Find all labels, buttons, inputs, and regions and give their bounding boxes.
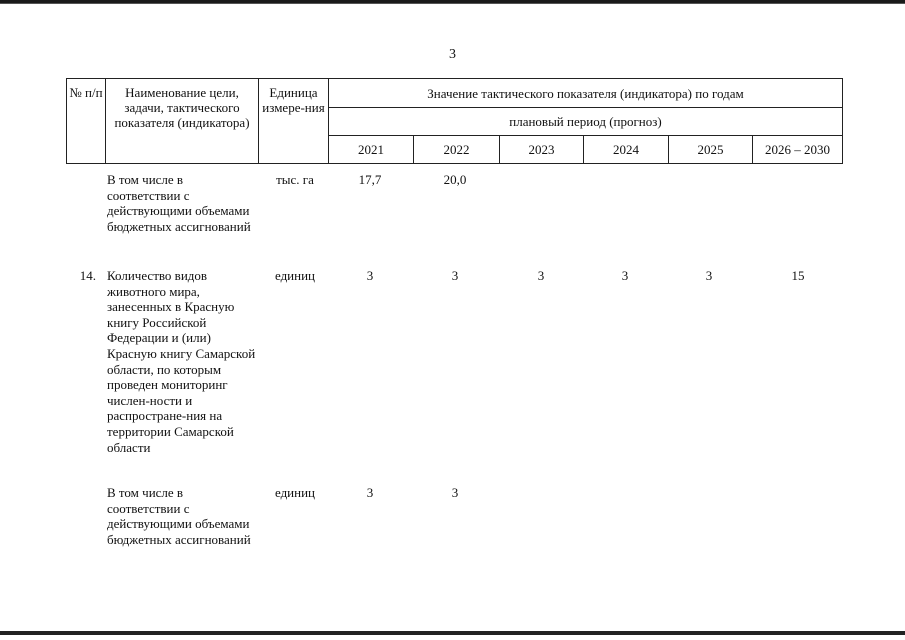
header-col-name: Наименование цели, задачи, тактического показателя (индикатора) (106, 79, 259, 164)
header-year: 2022 (414, 136, 500, 164)
header-col-unit: Единица измере-ния (259, 79, 329, 164)
row-value-2021: 3 (366, 485, 374, 500)
header-col-period: плановый период (прогноз) (329, 108, 843, 136)
row-unit: единиц (274, 485, 316, 500)
row-value-2021: 17,7 (358, 172, 382, 187)
row-value-2023: 3 (537, 268, 545, 283)
header-col-values: Значение тактического показателя (индикатора) по годам (329, 79, 843, 108)
row-value-2026-2030: 15 (791, 268, 805, 283)
table-header (66, 78, 843, 164)
row-name: Количество видов животного мира, занесенных в Красную книгу Российской Федерации и (или) Красную книгу Самарской области, по которым проведен мониторинг числен-ности и распростране-ния на территории Самарской области (107, 268, 256, 455)
row-unit: тыс. га (276, 172, 314, 187)
row-value-2022: 20,0 (443, 172, 467, 187)
row-name: В том числе в соответствии с действующими объемами бюджетных ассигнований (107, 485, 251, 547)
header-year: 2023 (500, 136, 584, 164)
row-value-2024: 3 (621, 268, 629, 283)
row-name: В том числе в соответствии с действующими объемами бюджетных ассигнований (107, 172, 251, 234)
header-year: 2025 (669, 136, 753, 164)
row-value-2022: 3 (451, 268, 459, 283)
scan-edge-top (0, 0, 905, 6)
header-col-number: № п/п (67, 79, 106, 164)
row-value-2021: 3 (366, 268, 374, 283)
row-value-2022: 3 (451, 485, 459, 500)
row-unit: единиц (274, 268, 316, 283)
page-number: 3 (449, 47, 456, 62)
row-number: 14. (79, 268, 96, 283)
row-value-2025: 3 (705, 268, 713, 283)
header-year: 2026 – 2030 (753, 136, 843, 164)
header-year: 2024 (584, 136, 669, 164)
header-year: 2021 (329, 136, 414, 164)
scan-edge-bottom (0, 630, 905, 640)
